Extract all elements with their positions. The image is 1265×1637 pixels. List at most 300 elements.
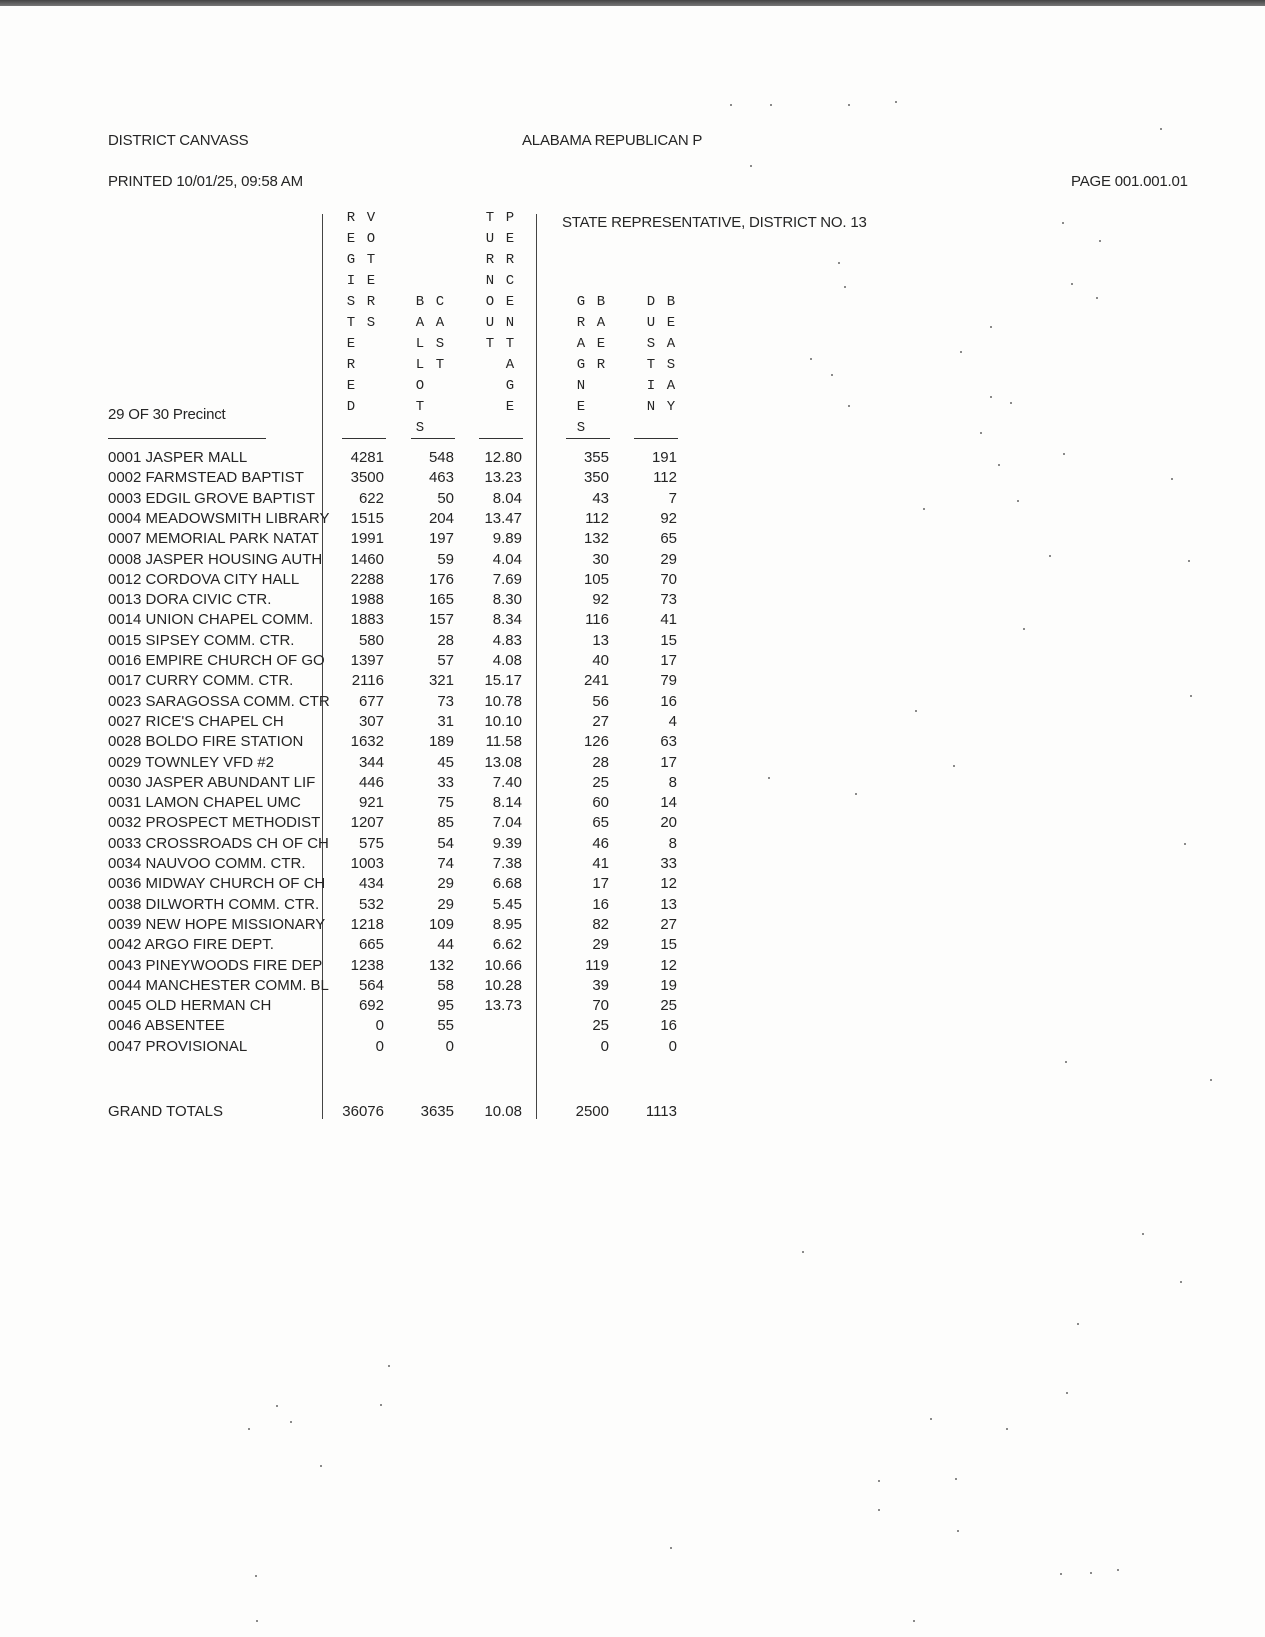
speck — [844, 286, 846, 288]
speck — [1023, 628, 1025, 630]
speck — [878, 1480, 880, 1482]
ballots-cast: 197 — [428, 530, 454, 548]
candidate-2-votes: 14 — [660, 794, 677, 812]
totals-candidate-1: 2500 — [575, 1103, 609, 1120]
speck — [770, 104, 772, 106]
candidate-2-votes: 25 — [660, 997, 677, 1015]
speck — [960, 351, 962, 353]
registered-voters: 665 — [358, 936, 384, 954]
turnout-percentage: 7.38 — [492, 855, 522, 872]
speck — [1071, 283, 1073, 285]
header-underline — [342, 438, 386, 439]
precinct-name: 0047 PROVISIONAL — [108, 1037, 248, 1055]
speck — [1096, 297, 1098, 299]
speck — [1060, 1573, 1062, 1575]
ballots-cast: 321 — [428, 672, 454, 690]
table-row — [0, 591, 1265, 612]
registered-voters: 2116 — [351, 672, 384, 690]
page-number: PAGE 001.001.01 — [1071, 173, 1188, 190]
ballots-cast: 44 — [437, 936, 454, 954]
speck — [998, 464, 1000, 466]
race-title: STATE REPRESENTATIVE, DISTRICT NO. 13 — [562, 214, 867, 231]
table-row — [0, 774, 1265, 795]
candidate-2-votes: 7 — [668, 489, 677, 507]
speck — [1099, 240, 1101, 242]
candidate-1-votes: 17 — [592, 875, 609, 893]
registered-voters: 1218 — [350, 915, 384, 933]
header-candidate-1-word1: G R A G N E S — [576, 294, 586, 436]
ballots-cast: 176 — [428, 570, 454, 588]
ballots-cast: 204 — [428, 509, 454, 527]
header-registered-word: R E G I S T E R E D — [346, 210, 356, 415]
speck — [930, 1418, 932, 1420]
candidate-1-votes: 132 — [583, 530, 609, 548]
registered-voters: 1632 — [350, 733, 384, 751]
speck — [1117, 1569, 1119, 1571]
registered-voters: 344 — [358, 753, 384, 771]
registered-voters: 564 — [358, 976, 384, 994]
speck — [1090, 1572, 1092, 1574]
speck — [256, 1620, 258, 1622]
table-row — [0, 1017, 1265, 1038]
speck — [380, 1404, 382, 1406]
speck — [855, 793, 857, 795]
ballots-cast: 45 — [437, 753, 454, 771]
speck — [1142, 1233, 1144, 1235]
ballots-cast: 0 — [445, 1037, 454, 1055]
speck — [831, 374, 833, 376]
registered-voters: 1460 — [350, 550, 384, 568]
speck — [957, 1530, 959, 1532]
turnout-percentage: 6.68 — [492, 875, 522, 893]
precinct-name: 0028 BOLDO FIRE STATION — [108, 733, 304, 751]
precinct-name: 0042 ARGO FIRE DEPT. — [108, 936, 274, 954]
candidate-1-votes: 41 — [592, 855, 609, 872]
registered-voters: 1515 — [350, 509, 384, 527]
ballots-cast: 189 — [428, 733, 454, 751]
precinct-name: 0036 MIDWAY CHURCH OF CH — [108, 875, 326, 893]
speck — [320, 1465, 322, 1467]
precinct-name: 0016 EMPIRE CHURCH OF GO — [108, 652, 325, 669]
registered-voters: 0 — [375, 1037, 384, 1055]
ballots-cast: 165 — [428, 591, 454, 609]
speck — [802, 1251, 804, 1253]
candidate-1-votes: 27 — [592, 712, 609, 730]
totals-registered: 36076 — [342, 1103, 384, 1120]
totals-ballots: 3635 — [420, 1103, 454, 1120]
header-underline — [108, 438, 266, 439]
speck — [1210, 1079, 1212, 1081]
candidate-2-votes: 33 — [660, 855, 677, 872]
candidate-2-votes: 16 — [660, 692, 677, 710]
header-turnout-word: T U R N O U T — [485, 210, 495, 352]
ballots-cast: 74 — [437, 855, 454, 872]
speck — [730, 104, 732, 106]
candidate-1-votes: 82 — [592, 915, 609, 933]
turnout-percentage: 13.23 — [484, 469, 522, 487]
speck — [1077, 1323, 1079, 1325]
table-row — [0, 632, 1265, 653]
ballots-cast: 109 — [428, 915, 454, 933]
speck — [1010, 402, 1012, 404]
header-candidate-1-word2: B A E R — [596, 294, 606, 373]
candidate-2-votes: 63 — [660, 733, 677, 751]
ballots-cast: 29 — [437, 895, 454, 913]
ballots-cast: 157 — [428, 611, 454, 629]
candidate-1-votes: 60 — [592, 794, 609, 812]
precinct-name: 0001 JASPER MALL — [108, 449, 248, 466]
speck — [276, 1405, 278, 1407]
candidate-2-votes: 70 — [660, 570, 677, 588]
ballots-cast: 95 — [437, 997, 454, 1015]
speck — [1171, 478, 1173, 480]
turnout-percentage: 7.04 — [492, 814, 522, 832]
candidate-2-votes: 15 — [660, 631, 677, 649]
candidate-1-votes: 29 — [592, 936, 609, 954]
table-row — [0, 733, 1265, 754]
header-turnout-percentage — [484, 208, 516, 418]
turnout-percentage: 8.14 — [492, 794, 522, 812]
candidate-1-votes: 25 — [592, 1017, 609, 1035]
precinct-name: 0003 EDGIL GROVE BAPTIST — [108, 489, 316, 507]
speck — [980, 432, 982, 434]
registered-voters: 575 — [358, 834, 384, 852]
speck — [255, 1575, 257, 1577]
candidate-2-votes: 19 — [660, 976, 677, 994]
precinct-name: 0007 MEMORIAL PARK NATAT — [108, 530, 319, 548]
speck — [878, 1509, 880, 1511]
turnout-percentage: 4.08 — [492, 652, 522, 669]
speck — [1065, 1061, 1067, 1063]
table-row — [0, 530, 1265, 551]
precinct-name: 0004 MEADOWSMITH LIBRARY — [108, 509, 330, 527]
grand-totals-row — [0, 1103, 1265, 1124]
candidate-1-votes: 46 — [592, 834, 609, 852]
speck — [290, 1421, 292, 1423]
totals-candidate-2: 1113 — [645, 1103, 677, 1120]
speck — [990, 396, 992, 398]
header-percentage-word: P E R C E N T A G E — [505, 210, 515, 415]
speck — [1184, 843, 1186, 845]
candidate-1-votes: 30 — [592, 550, 609, 568]
ballots-cast: 85 — [437, 814, 454, 832]
speck — [1017, 500, 1019, 502]
precinct-name: 0015 SIPSEY COMM. CTR. — [108, 631, 295, 649]
table-row — [0, 835, 1265, 856]
registered-voters: 1991 — [350, 530, 384, 548]
speck — [990, 326, 992, 328]
table-row — [0, 672, 1265, 693]
registered-voters: 1883 — [350, 611, 384, 629]
table-row — [0, 469, 1265, 490]
candidate-1-votes: 119 — [585, 956, 609, 974]
registered-voters: 921 — [358, 794, 384, 812]
precinct-name: 0045 OLD HERMAN CH — [108, 997, 272, 1015]
candidate-2-votes: 92 — [660, 509, 677, 527]
precinct-name: 0012 CORDOVA CITY HALL — [108, 570, 300, 588]
table-row — [0, 551, 1265, 572]
candidate-1-votes: 28 — [592, 753, 609, 771]
speck — [895, 101, 897, 103]
ballots-cast: 31 — [437, 712, 454, 730]
candidate-2-votes: 15 — [660, 936, 677, 954]
printed-timestamp: PRINTED 10/01/25, 09:58 AM — [108, 173, 303, 190]
header-underline — [566, 438, 610, 439]
candidate-2-votes: 191 — [651, 449, 677, 466]
header-cast-word: C A S T — [435, 294, 445, 373]
turnout-percentage: 12.80 — [484, 449, 522, 466]
candidate-1-votes: 92 — [592, 591, 609, 609]
turnout-percentage: 10.10 — [484, 712, 522, 730]
table-row — [0, 875, 1265, 896]
precinct-name: 0034 NAUVOO COMM. CTR. — [108, 855, 306, 872]
candidate-2-votes: 16 — [660, 1017, 677, 1035]
turnout-percentage: 4.04 — [492, 550, 522, 568]
candidate-1-votes: 112 — [585, 509, 609, 527]
precinct-name: 0017 CURRY COMM. CTR. — [108, 672, 294, 690]
table-row — [0, 896, 1265, 917]
speck — [670, 1547, 672, 1549]
candidate-2-votes: 20 — [660, 814, 677, 832]
turnout-percentage: 8.30 — [492, 591, 522, 609]
table-row — [0, 693, 1265, 714]
precinct-name: 0038 DILWORTH COMM. CTR. — [108, 895, 320, 913]
precinct-name: 0046 ABSENTEE — [108, 1017, 225, 1035]
candidate-1-votes: 65 — [592, 814, 609, 832]
candidate-1-votes: 39 — [592, 976, 609, 994]
speck — [923, 508, 925, 510]
registered-voters: 1988 — [350, 591, 384, 609]
ballots-cast: 59 — [437, 550, 454, 568]
totals-turnout: 10.08 — [484, 1103, 522, 1120]
speck — [955, 1478, 957, 1480]
ballots-cast: 132 — [428, 956, 454, 974]
turnout-percentage: 9.89 — [492, 530, 522, 548]
table-row — [0, 936, 1265, 957]
header-underline — [634, 438, 678, 439]
candidate-1-votes: 40 — [592, 652, 609, 669]
turnout-percentage: 10.78 — [484, 692, 522, 710]
table-row — [0, 814, 1265, 835]
candidate-2-votes: 12 — [660, 956, 677, 974]
ballots-cast: 58 — [437, 976, 454, 994]
candidate-2-votes: 12 — [660, 875, 677, 893]
precinct-name: 0013 DORA CIVIC CTR. — [108, 591, 272, 609]
speck — [1006, 1428, 1008, 1430]
candidate-1-votes: 56 — [592, 692, 609, 710]
candidate-2-votes: 79 — [660, 672, 677, 690]
ballots-cast: 50 — [437, 489, 454, 507]
table-row — [0, 449, 1265, 470]
precinct-name: 0039 NEW HOPE MISSIONARY — [108, 915, 326, 933]
candidate-2-votes: 65 — [660, 530, 677, 548]
precinct-name: 0043 PINEYWOODS FIRE DEP — [108, 956, 323, 974]
table-row — [0, 490, 1265, 511]
candidate-1-votes: 0 — [600, 1037, 609, 1055]
speck — [848, 104, 850, 106]
report-title: DISTRICT CANVASS — [108, 132, 249, 149]
candidate-2-votes: 17 — [660, 652, 677, 669]
turnout-percentage: 7.40 — [492, 773, 522, 791]
ballots-cast: 73 — [437, 692, 454, 710]
registered-voters: 1207 — [350, 814, 384, 832]
registered-voters: 1397 — [350, 652, 384, 669]
header-ballots-cast — [414, 292, 446, 439]
candidate-1-votes: 355 — [583, 449, 609, 466]
ballots-cast: 57 — [437, 652, 454, 669]
header-registered-voters — [345, 208, 377, 418]
precinct-name: 0044 MANCHESTER COMM. BL — [108, 976, 329, 994]
table-row — [0, 652, 1265, 673]
speck — [953, 765, 955, 767]
speck — [1160, 128, 1162, 130]
candidate-2-votes: 73 — [660, 591, 677, 609]
speck — [248, 1428, 250, 1430]
precinct-name: 0002 FARMSTEAD BAPTIST — [108, 469, 304, 487]
table-row — [0, 713, 1265, 734]
table-row — [0, 997, 1265, 1018]
totals-label: GRAND TOTALS — [108, 1103, 224, 1120]
table-row — [0, 510, 1265, 531]
registered-voters: 677 — [358, 692, 384, 710]
speck — [913, 1620, 915, 1622]
speck — [768, 777, 770, 779]
speck — [1188, 560, 1190, 562]
candidate-2-votes: 4 — [668, 712, 677, 730]
speck — [750, 165, 752, 167]
turnout-percentage: 10.66 — [484, 956, 522, 974]
ballots-cast: 548 — [428, 449, 454, 466]
speck — [1049, 555, 1051, 557]
header-underline — [411, 438, 455, 439]
speck — [1180, 1281, 1182, 1283]
header-voters-word: V O T E R S — [366, 210, 376, 331]
turnout-percentage: 13.73 — [484, 997, 522, 1015]
candidate-1-votes: 70 — [592, 997, 609, 1015]
candidate-1-votes: 43 — [592, 489, 609, 507]
table-row — [0, 977, 1265, 998]
candidate-2-votes: 27 — [660, 915, 677, 933]
registered-voters: 4281 — [350, 449, 384, 466]
candidate-1-votes: 13 — [592, 631, 609, 649]
turnout-percentage: 7.69 — [492, 570, 522, 588]
turnout-percentage: 4.83 — [492, 631, 522, 649]
registered-voters: 532 — [358, 895, 384, 913]
precinct-name: 0014 UNION CHAPEL COMM. — [108, 611, 314, 629]
scan-top-edge — [0, 0, 1265, 6]
header-candidate-2 — [645, 292, 677, 418]
precinct-name: 0033 CROSSROADS CH OF CH — [108, 834, 329, 852]
registered-voters: 622 — [358, 489, 384, 507]
registered-voters: 0 — [375, 1017, 384, 1035]
ballots-cast: 29 — [437, 875, 454, 893]
precinct-name: 0027 RICE'S CHAPEL CH — [108, 712, 284, 730]
turnout-percentage: 13.08 — [484, 753, 522, 771]
precinct-name: 0029 TOWNLEY VFD #2 — [108, 753, 274, 771]
registered-voters: 692 — [358, 997, 384, 1015]
turnout-percentage: 8.95 — [492, 915, 522, 933]
precinct-name: 0030 JASPER ABUNDANT LIF — [108, 773, 316, 791]
ballots-cast: 463 — [428, 469, 454, 487]
table-row — [0, 1038, 1265, 1059]
header-ballots-word: B A L L O T S — [415, 294, 425, 436]
header-underline — [479, 438, 523, 439]
speck — [915, 710, 917, 712]
candidate-2-votes: 41 — [660, 611, 677, 629]
precinct-count: 29 OF 30 Precinct — [108, 406, 226, 423]
registered-voters: 1003 — [350, 855, 384, 872]
precinct-name: 0008 JASPER HOUSING AUTH — [108, 550, 323, 568]
table-row — [0, 571, 1265, 592]
table-row — [0, 855, 1265, 876]
party-title: ALABAMA REPUBLICAN P — [522, 132, 703, 149]
candidate-1-votes: 105 — [583, 570, 609, 588]
candidate-1-votes: 126 — [583, 733, 609, 751]
header-candidate-2-word1: D U S T I N — [646, 294, 656, 415]
turnout-percentage: 5.45 — [492, 895, 522, 913]
precinct-name: 0023 SARAGOSSA COMM. CTR — [108, 692, 330, 710]
candidate-1-votes: 16 — [592, 895, 609, 913]
candidate-1-votes: 25 — [592, 773, 609, 791]
turnout-percentage: 8.04 — [492, 489, 522, 507]
turnout-percentage: 11.58 — [485, 733, 522, 751]
registered-voters: 307 — [358, 712, 384, 730]
ballots-cast: 54 — [437, 834, 454, 852]
turnout-percentage: 15.17 — [484, 672, 522, 690]
candidate-2-votes: 112 — [653, 469, 677, 487]
ballots-cast: 28 — [437, 631, 454, 649]
candidate-2-votes: 17 — [660, 753, 677, 771]
table-row — [0, 754, 1265, 775]
speck — [848, 405, 850, 407]
speck — [810, 358, 812, 360]
candidate-2-votes: 8 — [668, 834, 677, 852]
registered-voters: 1238 — [350, 956, 384, 974]
speck — [838, 262, 840, 264]
precinct-name: 0032 PROSPECT METHODIST — [108, 814, 321, 832]
candidate-1-votes: 350 — [583, 469, 609, 487]
turnout-percentage: 10.28 — [484, 976, 522, 994]
speck — [1190, 695, 1192, 697]
candidate-1-votes: 241 — [583, 672, 609, 690]
registered-voters: 580 — [358, 631, 384, 649]
candidate-2-votes: 0 — [668, 1037, 677, 1055]
candidate-1-votes: 116 — [585, 611, 609, 629]
candidate-2-votes: 8 — [668, 773, 677, 791]
ballots-cast: 33 — [437, 773, 454, 791]
table-row — [0, 611, 1265, 632]
header-candidate-1 — [575, 292, 607, 439]
registered-voters: 446 — [358, 773, 384, 791]
ballots-cast: 75 — [437, 794, 454, 812]
speck — [1062, 222, 1064, 224]
turnout-percentage: 6.62 — [492, 936, 522, 954]
table-row — [0, 957, 1265, 978]
turnout-percentage: 8.34 — [492, 611, 522, 629]
ballots-cast: 55 — [437, 1017, 454, 1035]
registered-voters: 3500 — [350, 469, 384, 487]
speck — [388, 1365, 390, 1367]
speck — [1066, 1392, 1068, 1394]
table-row — [0, 916, 1265, 937]
precinct-name: 0031 LAMON CHAPEL UMC — [108, 794, 301, 812]
header-candidate-2-word2: B E A S A Y — [666, 294, 676, 415]
turnout-percentage: 13.47 — [484, 509, 522, 527]
registered-voters: 434 — [358, 875, 384, 893]
registered-voters: 2288 — [350, 570, 384, 588]
candidate-2-votes: 13 — [660, 895, 677, 913]
turnout-percentage: 9.39 — [492, 834, 522, 852]
